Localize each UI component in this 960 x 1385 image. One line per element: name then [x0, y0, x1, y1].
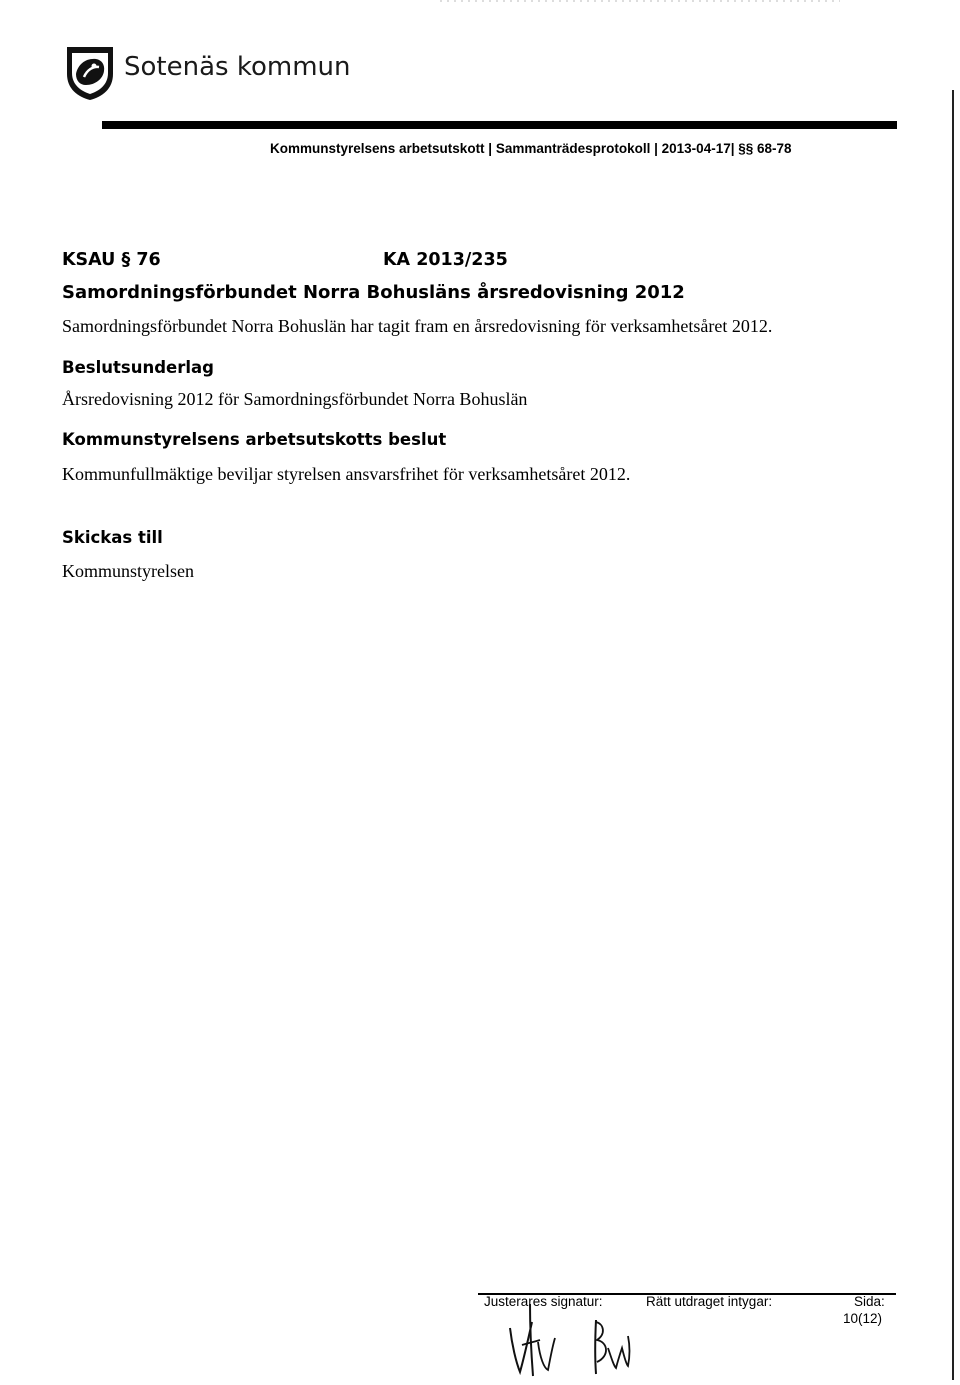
header-rule	[102, 121, 897, 129]
page-number: 10(12)	[843, 1311, 883, 1326]
item-title: Samordningsförbundet Norra Bohusläns årsredovisning 2012	[62, 282, 685, 303]
org-name: Sotenäs kommun	[124, 52, 351, 82]
signature-label: Justerares signatur:	[484, 1294, 603, 1309]
decision-heading: Kommunstyrelsens arbetsutskotts beslut	[62, 430, 447, 449]
decision-text: Kommunfullmäktige beviljar styrelsen ansvarsfrihet för verksamhetsåret 2012.	[62, 464, 631, 484]
decision-basis-heading: Beslutsunderlag	[62, 358, 214, 377]
page-label: Sida:	[854, 1294, 885, 1309]
paragraph-reference: KSAU § 76	[62, 250, 161, 270]
scan-edge	[952, 90, 954, 1380]
send-to-recipient: Kommunstyrelsen	[62, 561, 194, 581]
scan-noise	[440, 0, 840, 2]
send-to-heading: Skickas till	[62, 528, 163, 547]
running-header: Kommunstyrelsens arbetsutskott | Sammanträdesprotokoll | 2013-04-17| §§ 68-78	[270, 141, 792, 156]
case-number: KA 2013/235	[383, 250, 508, 270]
handwritten-signature	[500, 1300, 640, 1380]
certified-label: Rätt utdraget intygar:	[646, 1294, 773, 1309]
item-description: Samordningsförbundet Norra Bohuslän har tagit fram en årsredovisning för verksamhetsåret 2012.	[62, 316, 773, 336]
municipality-logo-icon	[64, 44, 116, 102]
decision-basis-text: Årsredovisning 2012 för Samordningsförbundet Norra Bohuslän	[62, 389, 528, 409]
